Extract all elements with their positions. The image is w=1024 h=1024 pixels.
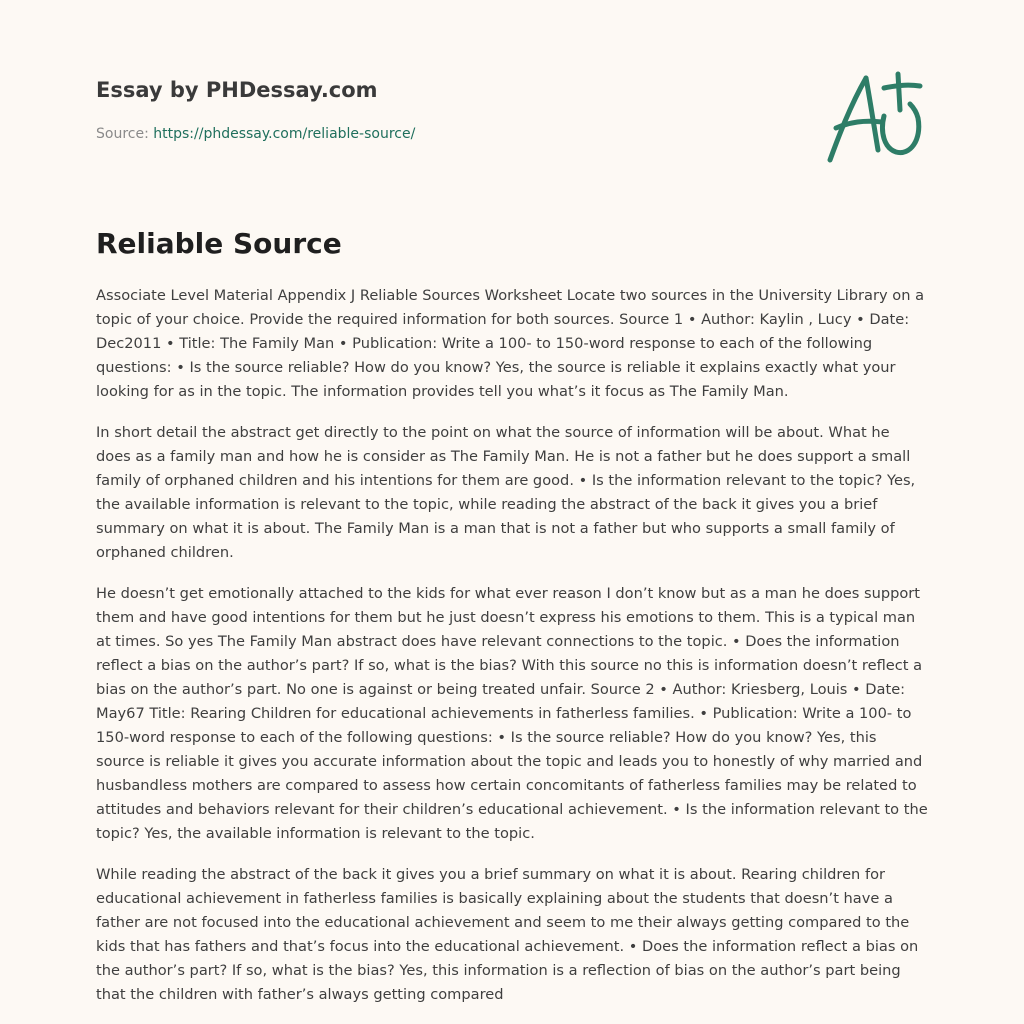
page-header xyxy=(96,74,936,144)
article-paragraph: He doesn’t get emotionally attached to the kids for what ever reason I don’t know but as a man he does support them and have good intentions for them but he just doesn’t express his emotions to them. This is a typical man at times. So yes The Family Man abstract does have relevant connections to the topic. • Does the information reflect a bias on the author’s part? If so, what is the bias? With this source no this is information doesn’t reflect a bias on the author’s part. No one is against or being treated unfair. Source 2 • Author: Kriesberg, Louis • Date: May67 Title: Rearing Children for educational achievements in fatherless families. • Publication: Write a 100- to 150-word response to each of the following questions: • Is the source reliable? How do you know? Yes, this source is reliable it gives you accurate information about the topic and leads you to honestly of why married and husbandless mothers are compared to assess how certain concomitants of fatherless families may be related to attitudes and behaviors relevant for their children’s educational achievement. • Is the information relevant to the topic? Yes, the available information is relevant to the topic. xyxy=(96,585,928,842)
article-body xyxy=(96,284,928,1024)
article-paragraph: While reading the abstract of the back it gives you a brief summary on what it is about. Rearing children for educational achievement in fatherless families is basically explaining about the students that doesn’t have a father are not focused into the educational achievement and seem to me their always getting compared to the kids that has fathers and that’s focus into the educational achievement. • Does the information reflect a bias on the author’s part? If so, what is the bias? Yes, this information is a reflection of bias on the author’s part being that the children with father’s always getting compared xyxy=(96,866,919,1003)
source-label: Source: xyxy=(96,126,149,142)
source-line xyxy=(96,124,936,144)
source-link[interactable]: https://phdessay.com/reliable-source/ xyxy=(153,126,416,142)
a-plus-grade-icon xyxy=(820,66,930,166)
article-paragraph: In short detail the abstract get directly to the point on what the source of information will be about. What he does as a family man and how he is consider as The Family Man. He is not a father but he does support a small family of orphaned children and his intentions for them are good. • Is the information relevant to the topic? Yes, the available information is relevant to the topic, while reading the abstract of the back it gives you a brief summary on what it is about. The Family Man is a man that is not a father but who supports a small family of orphaned children. xyxy=(96,424,916,561)
article-title: Reliable Source xyxy=(96,227,342,260)
site-title: Essay by PHDessay.com xyxy=(96,78,378,102)
article-paragraph: Associate Level Material Appendix J Reliable Sources Worksheet Locate two sources in the University Library on a topic of your choice. Provide the required information for both sources. Source 1 • Author: Kaylin , Lucy • Date: Dec2011 • Title: The Family Man • Publication: Write a 100- to 150-word response to each of the following questions: • Is the source reliable? How do you know? Yes, the source is reliable it explains exactly what your looking for as in the topic. The information provides tell you what’s it focus as The Family Man. xyxy=(96,287,925,400)
